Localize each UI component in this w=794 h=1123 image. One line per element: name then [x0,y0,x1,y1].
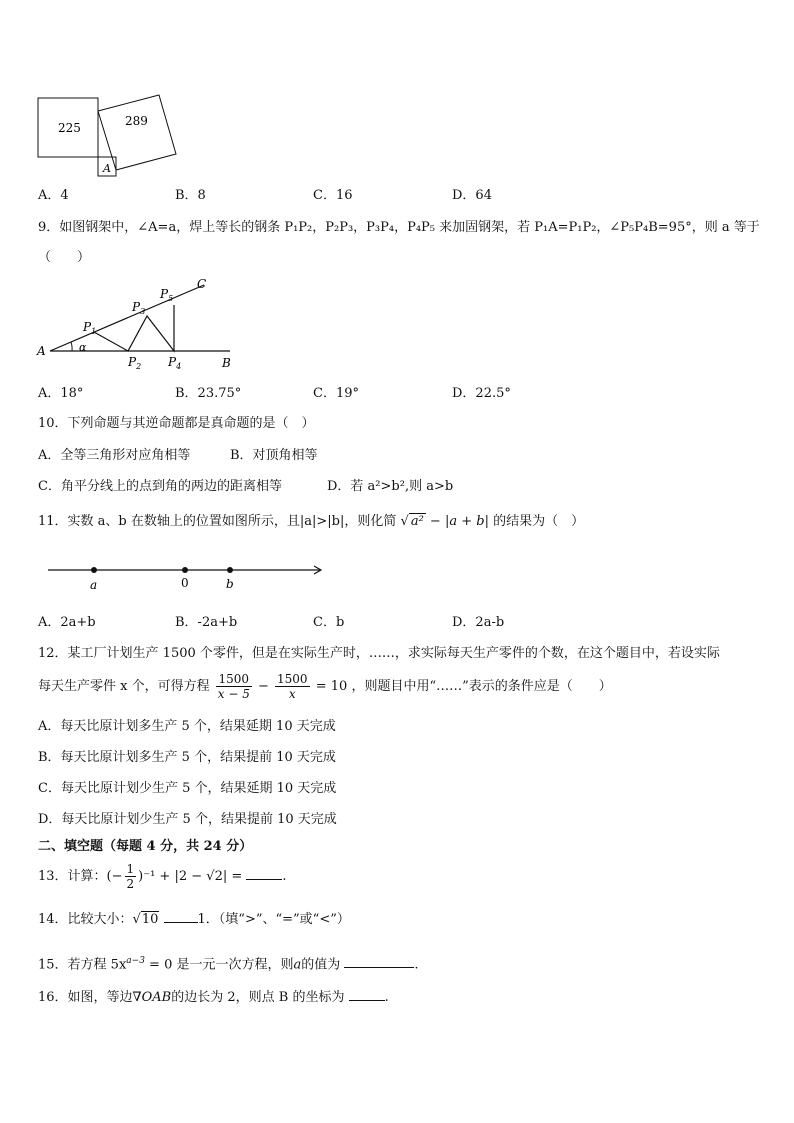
q11-abs-body: a + b [449,514,485,529]
label-B: B [222,356,231,370]
label-a: A [103,162,111,175]
q13-fraction: $\frac{1}{2}$ [126,862,135,891]
label-a-axis: a [90,578,98,592]
label-P1: $P_1$ [83,320,97,336]
q10-option-b: B．对顶角相等 [230,448,318,463]
number-line-figure [44,560,328,592]
label-zero-axis: 0 [181,576,189,590]
label-P5: $P_5$ [160,287,174,303]
label-A: A [37,344,46,358]
q12-stem-line1: 12．某工厂计划生产 1500 个零件，但是在实际生产时，……，求实际每天生产零件的个数，在这个题目中，若设实际 [38,646,720,661]
q13: 13．计算：(− $\frac{1}{2}$ )⁻¹ + |2 − √2| = . [38,862,287,891]
label-P2: $P_2$ [128,355,142,371]
label-alpha: α [79,341,87,354]
q15: 15．若方程 $5x^{a-3} = 0$ 是一元一次方程，则a的值为 . [38,956,419,973]
q9-option-a: A．18° [38,386,84,401]
q11-stem-b: 的结果为（ ） [493,514,585,529]
q9-option-b: B．23.75° [175,386,242,401]
q11-option-c: C．b [313,615,345,630]
q11-sqrt-body: a² [410,514,424,529]
label-289: 289 [125,114,148,128]
q12-stem-line2: 每天生产零件 x 个，可得方程 $\frac{1500}{x - 5}$ − $\frac{1500}{x}$ = 10 ，则题目中用“……”表示的条件应是（ ） [38,672,612,701]
q8-option-d: D．64 [452,188,492,203]
q13-answer-blank[interactable] [246,867,282,880]
point-zero [182,567,188,573]
q10-option-d: D．若 a²>b²,则 a>b [327,479,454,494]
square-289 [98,95,176,170]
q11-option-d: D．2a-b [452,615,505,630]
q12-option-a: A．每天比原计划多生产 5 个，结果延期 10 天完成 [38,719,336,734]
q10-stem: 10．下列命题与其逆命题都是真命题的是（ ） [38,416,315,431]
q15-answer-blank[interactable] [344,955,414,968]
q8-option-a: A．4 [38,188,69,203]
q12-line2-a: 每天生产零件 x 个，可得方程 [38,679,210,694]
q9-option-d: D．22.5° [452,386,511,401]
q12-option-b: B．每天比原计划多生产 5 个，结果提前 10 天完成 [38,750,336,765]
q9-option-c: C．19° [313,386,359,401]
q12-option-d: D．每天比原计划少生产 5 个，结果提前 10 天完成 [38,812,337,827]
q8-option-b: B．8 [175,188,206,203]
q11-stem-a: 11．实数 a、b 在数轴上的位置如图所示，且|a|>|b|，则化简 [38,514,397,529]
q14-answer-blank[interactable] [164,910,198,923]
section-2-heading: 二、填空题（每题 4 分，共 24 分） [38,839,253,854]
q9-stem-paren: （ ） [38,250,91,265]
label-b-axis: b [226,577,234,591]
q11-sqrt: √ a² [400,514,424,529]
q16: 16．如图，等边∇OAB的边长为 2，则点 B 的坐标为 . [38,990,389,1005]
pythagoras-squares-figure [36,94,186,180]
point-b [227,567,233,573]
q12-fraction-1: $\frac{1500}{x - 5}$ [217,672,250,701]
label-225: 225 [58,121,81,135]
label-C: C [197,277,207,291]
label-P3: $P_3$ [132,300,146,316]
q8-option-c: C．16 [313,188,353,203]
q12-line2-b: ，则题目中用“……”表示的条件应是（ ） [351,679,612,694]
q12-option-c: C．每天比原计划少生产 5 个，结果延期 10 天完成 [38,781,337,796]
label-P4: $P_4$ [168,355,182,371]
point-a [91,567,97,573]
q11-option-b: B．-2a+b [175,615,238,630]
q11-stem: 11．实数 a、b 在数轴上的位置如图所示，且|a|>|b|，则化简 √ a² − |a + b| 的结果为（ ） [38,514,585,529]
q12-fraction-2: $\frac{1500}{x}$ [277,672,308,701]
q9-stem: 9．如图钢架中，∠A=a，焊上等长的钢条 P₁P₂，P₂P₃，P₃P₄，P₄P₅ 来加固钢架，若 P₁A=P₁P₂，∠P₅P₄B=95°，则 a 等于 [38,220,760,235]
q10-option-a: A．全等三角形对应角相等 [38,448,191,463]
q11-option-a: A．2a+b [38,615,96,630]
q10-option-c: C．角平分线上的点到角的两边的距离相等 [38,479,282,494]
q16-answer-blank[interactable] [349,988,385,1001]
q12-eq-tail: = 10 [315,679,348,694]
q14: 14．比较大小：√10 1．（填“>”、“=”或“<”） [38,912,350,927]
steel-frame-figure [34,275,244,371]
